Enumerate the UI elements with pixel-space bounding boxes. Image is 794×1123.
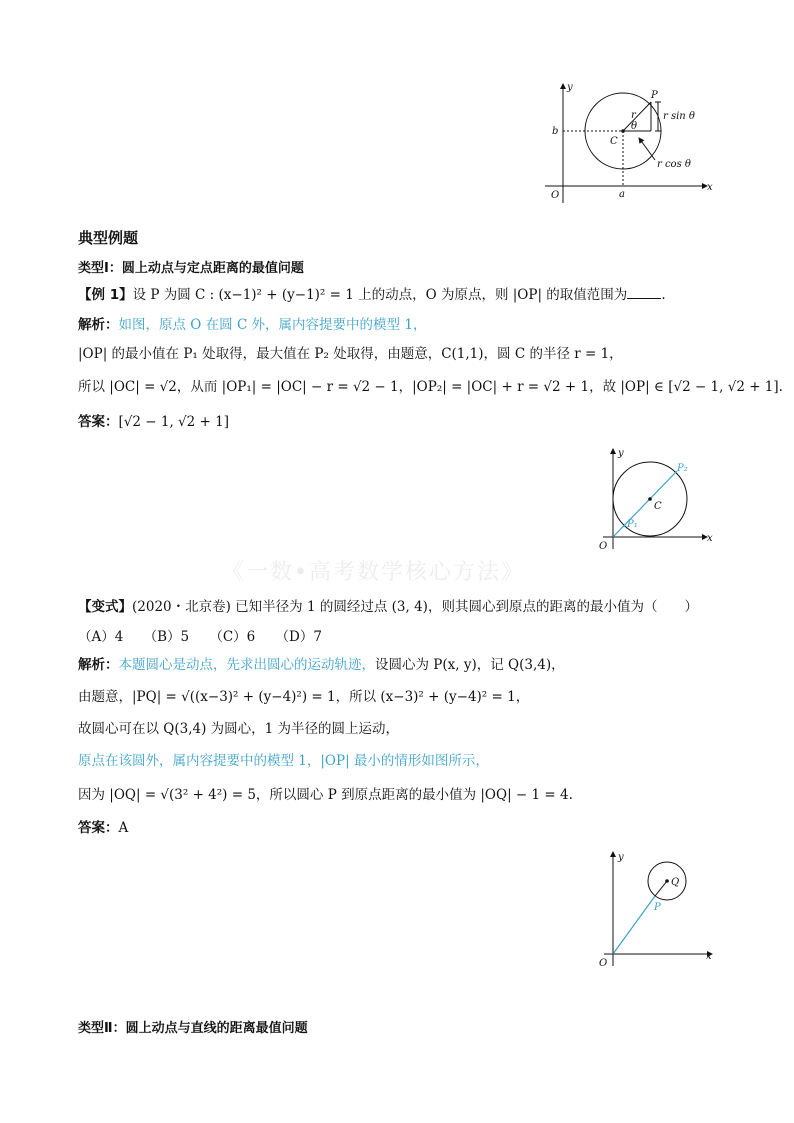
fig3-p-label: P — [654, 902, 661, 913]
variant-tag: 【变式】 — [78, 599, 132, 615]
fig3-o-label: O — [599, 958, 608, 969]
fig2-y-label: y — [618, 448, 624, 459]
fig3-q-label: Q — [671, 877, 680, 888]
variant-analysis-blue: 本题圆心是动点，先求出圆心的运动轨迹， — [118, 657, 375, 673]
variant-answer: 答案：A — [78, 820, 129, 836]
example1-question-text: 设 P 为圆 C : (x−1)² + (y−1)² = 1 上的动点，O 为原点，则 |OP| 的取值范围为 — [132, 287, 628, 303]
fig1-a-label: a — [619, 189, 625, 200]
figure-variant — [590, 848, 720, 970]
variant-analysis-rest: 设圆心为 P(x, y)，记 Q(3,4)， — [375, 657, 565, 673]
fig3-y-label: y — [618, 852, 624, 863]
watermark: 《一数•高考数学核心方法》 — [222, 560, 525, 585]
fig2-x-label: x — [707, 533, 713, 544]
variant-line5: 因为 |OQ| = √(3² + 4²) = 5，所以圆心 P 到原点距离的最小值为 |OQ| − 1 = 4. — [78, 787, 573, 803]
fig3-x-label: x — [706, 951, 712, 962]
figure-example1 — [585, 445, 715, 555]
fig1-y-label: y — [567, 82, 573, 93]
fig1-theta-label: θ — [631, 121, 638, 132]
example1-analysis: 解析：如图，原点 O 在圆 C 外，属内容提要中的模型 1， — [78, 317, 427, 333]
type2-title: 类型Ⅱ：圆上动点与直线的距离最值问题 — [78, 1021, 308, 1036]
example1-answer-value: [√2 − 1, √2 + 1] — [118, 414, 229, 430]
answer-blank — [627, 286, 661, 299]
fig2-o-label: O — [599, 541, 608, 552]
fig1-rsin-label: r sin θ — [663, 111, 695, 122]
variant-line3: 故圆心可在以 Q(3,4) 为圆心，1 为半径的圆上运动， — [78, 721, 400, 737]
fig1-b-label: b — [552, 126, 559, 137]
variant-line4: 原点在该圆外，属内容提要中的模型 1，|OP| 最小的情形如图所示， — [78, 753, 489, 769]
fig1-x-label: x — [707, 182, 713, 193]
example1-answer: 答案：[√2 − 1, √2 + 1] — [78, 414, 229, 430]
fig1-r-label: r — [631, 110, 636, 121]
variant-answer-value: A — [118, 820, 129, 836]
example1-analysis-blue: 如图，原点 O 在圆 C 外，属内容提要中的模型 1， — [118, 317, 427, 333]
fig1-p-label: P — [651, 90, 658, 101]
variant-options: （A）4 （B）5 （C）6 （D）7 — [78, 629, 322, 645]
fig1-rcos-label: r cos θ — [657, 159, 691, 170]
fig2-p2-label: P₂ — [677, 463, 688, 474]
section-heading: 典型例题 — [78, 229, 139, 247]
example1-line3: 所以 |OC| = √2，从而 |OP₁| = |OC| − r = √2 − 1，|OP₂| = |OC| + r = √2 + 1，故 |OP| ∈ [√2 − 1, √2 + 1]. — [78, 379, 783, 395]
fig2-c-label: C — [654, 501, 662, 512]
figure-circle-parametric — [535, 78, 720, 208]
variant-line2: 由题意，|PQ| = √((x−3)² + (y−4)²) = 1，所以 (x−3)² + (y−4)² = 1， — [78, 689, 530, 705]
type1-title: 类型Ⅰ：圆上动点与定点距离的最值问题 — [78, 261, 304, 276]
example1-line2: |OP| 的最小值在 P₁ 处取得，最大值在 P₂ 处取得，由题意，C(1,1)，圆 C 的半径 r = 1， — [78, 346, 623, 362]
fig2-p1-label: P₁ — [627, 519, 638, 530]
fig1-c-label: C — [610, 136, 618, 147]
variant-analysis: 解析：本题圆心是动点，先求出圆心的运动轨迹，设圆心为 P(x, y)，记 Q(3,4)， — [78, 657, 565, 673]
fig1-o-label: O — [551, 190, 560, 201]
example1-question: 【例 1】设 P 为圆 C : (x−1)² + (y−1)² = 1 上的动点，O 为原点，则 |OP| 的取值范围为 . — [78, 287, 666, 303]
variant-question — [78, 598, 698, 616]
example1-tag: 【例 1】 — [78, 287, 133, 303]
variant-question-text: (2020・北京卷) 已知半径为 1 的圆经过点 (3, 4)，则其圆心到原点的距离的最小值为（ ） — [132, 599, 698, 615]
